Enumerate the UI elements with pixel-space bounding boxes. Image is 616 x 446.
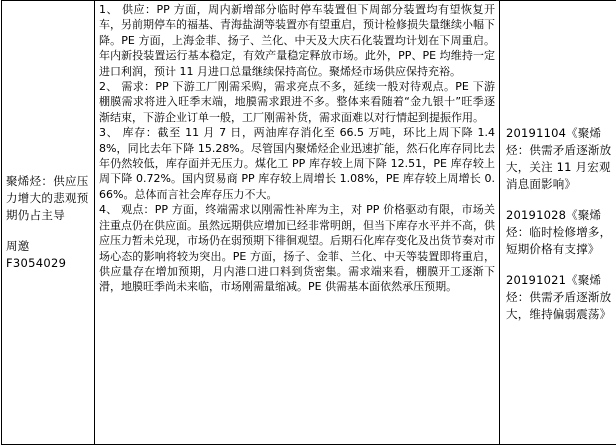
analysis-demand-paragraph: 2、 需求：PP 下游工厂刚需采购，需求亮点不多，延续一般对待观点。PE 下游棚膜需求将进入旺季末端，地膜需求跟进不多。整体来看随着“金九银十”旺季逐渐结束，下游企业订单一般，工厂刚需补货，需求面难以对行情起到提振作用。 xyxy=(99,80,495,124)
research-summary-table xyxy=(1,0,616,445)
related-report-item: 20191104《聚烯烃：供需矛盾逐渐放大，关注 11 月宏观消息面影响》 xyxy=(506,125,612,191)
related-reports-cell xyxy=(500,1,616,445)
analysis-viewpoint-paragraph: 4、 观点：PP 方面，终端需求以刚需性补库为主，对 PP 价格驱动有限，市场关注重点仍在供应面。虽然远期供应增加已经非常明朗，但当下库存水平并不高，供应压力暂未兑现，市场仍在弱预期下徘徊观望。后期石化库存变化及出货节奏对市场心态的影响将较为突出。PE 方面，扬子、金菲、兰化、中天等装置即将重启，供应量存在增加预期，月内港口进口料到货密集。需求端来看，棚膜开工逐渐下滑，地膜旺季尚未来临，市场刚需量缩减。PE 供需基本面依然承压预期。 xyxy=(99,203,495,294)
analysis-inventory-paragraph: 3、 库存：截至 11 月 7 日，两油库存消化至 66.5 万吨，环比上周下降 1.48%，同比去年下降 15.28%。尽管国内聚烯烃企业迅速扩能，然石化库存同比去年仍然较低，库存面并无压力。煤化工 PP 库存较上周下降 12.51，PE 库存较上周下降 0.72%。国内贸易商 PP 库存较上周增长 1.08%，PE 库存较上周增长 0.66%。总体而言社会库存压力不大。 xyxy=(99,126,495,201)
analysis-supply-paragraph: 1、 供应：PP 方面，周内新增部分临时停车装置但下周部分装置均有望恢复开车，另前期停车的福基、青海盐湖等装置亦有望重启，预计检修损失量继续小幅下降。PE 方面，上海金菲、扬子、兰化、中天及大庆石化装置均计划在下周重启。年内新投装置运行基本稳定，有效产量稳定释放市场。此外，PP、PE 均维持一定进口利润，预计 11 月进口总量继续保持高位。聚烯烃市场供应保持充裕。 xyxy=(99,3,495,78)
analysis-cell xyxy=(95,1,500,445)
table-row xyxy=(2,1,616,445)
related-report-item: 20191028《聚烯烃：临时检修增多，短期价格有支撑》 xyxy=(506,207,612,256)
report-title: 聚烯烃：供应压力增大的悲观预期仍占主导 xyxy=(6,174,89,222)
related-reports-list xyxy=(500,123,616,323)
analysis-content xyxy=(95,1,499,295)
analyst-license-id: F3054029 xyxy=(6,256,67,270)
topic-cell xyxy=(2,1,95,445)
topic-cell-content xyxy=(2,171,94,274)
analyst-name: 周邀 xyxy=(6,239,30,253)
related-report-item: 20191021《聚烯烃：供需矛盾逐渐放大，维持偏弱震荡》 xyxy=(506,272,612,321)
